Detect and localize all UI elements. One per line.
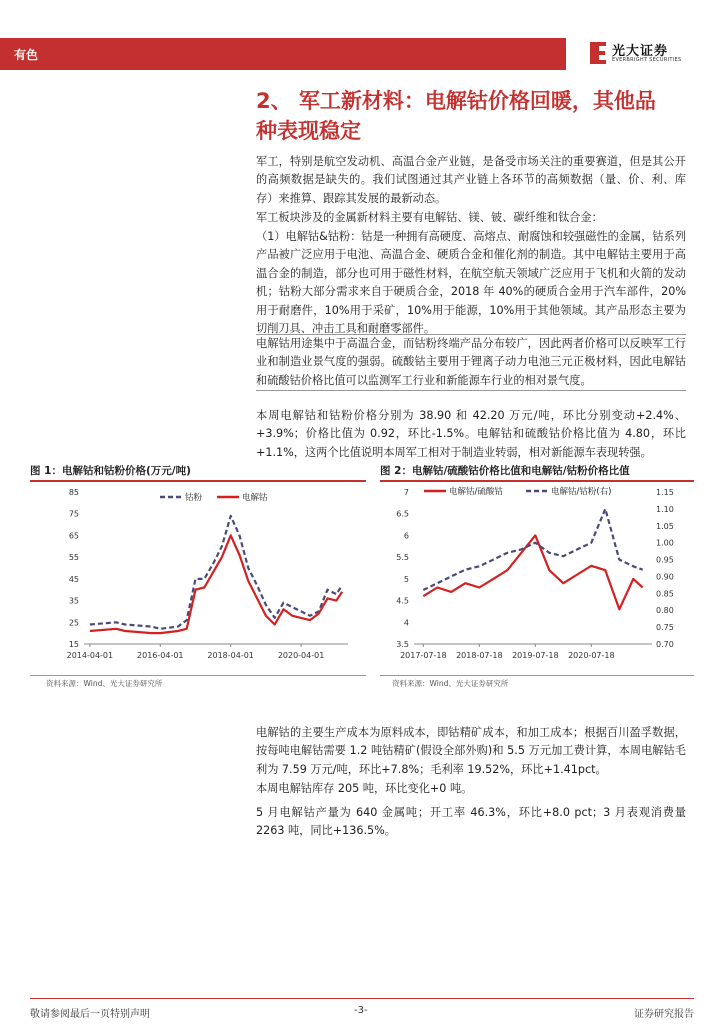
price-ratio-chart: [380, 484, 694, 674]
x-tick-label: 2018-07-18: [456, 651, 503, 660]
paragraph-inventory: 本周电解钴库存 205 吨，环比变化+0 吨。: [256, 782, 473, 795]
series-line: [423, 535, 642, 609]
y-tick-label: 0.70: [656, 640, 674, 649]
page-number: -3-: [354, 1005, 368, 1016]
logo-mark-icon: [588, 40, 608, 66]
y-tick-label: 1.05: [656, 521, 674, 531]
y-tick-label: 55: [68, 553, 79, 563]
y-tick-label: 65: [68, 531, 79, 541]
top-bar: [0, 38, 724, 70]
y-tick-label: 4: [403, 618, 409, 628]
figure1-source-rule: [30, 675, 366, 676]
series-line: [90, 516, 342, 629]
x-tick-label: 2014-04-01: [66, 651, 114, 660]
y-tick-label: 1.15: [656, 488, 674, 497]
y-tick-label: 0.75: [656, 623, 674, 633]
y-tick-label: 3.5: [396, 640, 409, 649]
x-tick-label: 2016-04-01: [137, 651, 184, 660]
x-tick-label: 2018-04-01: [207, 651, 254, 660]
y-tick-label: 85: [68, 488, 79, 497]
sector-label: 有色: [14, 48, 39, 62]
paragraph-price-ratio: 电解钴用途集中于高温合金，而钴粉终端产品分布较广，因此两者价格可以反映军工行业和制造业景气度的强弱。硫酸钴主要用于锂离子动力电池三元正极材料，因此电解钴和硫酸钴价格比值可以监测军工行业和新能源车行业的相对景气度。: [256, 334, 686, 391]
series-line: [423, 509, 642, 590]
footer-rule: [30, 998, 694, 999]
figure2-source: 资料来源：Wind、光大证券研究所: [392, 679, 509, 688]
y-tick-label: 45: [68, 574, 79, 584]
series-line: [90, 535, 342, 633]
paragraph-materials: 军工板块涉及的金属新材料主要有电解钴、镁、铍、碳纤维和钛合金：: [256, 211, 603, 224]
paragraph-intro: 军工，特别是航空发动机、高温合金产业链，是备受市场关注的重要赛道，但是其公开的高频数据是缺失的。我们试图通过其产业链上各环节的高频数据（量、价、利、库存）来推算、跟踪其发展的最新动态。: [256, 155, 686, 205]
legend-label: 电解钴/硫酸钴: [449, 487, 503, 497]
logo-english: EVERBRIGHT SECURITIES: [612, 57, 682, 63]
y-tick-label: 6: [403, 531, 409, 541]
figure2-source-rule: [380, 675, 694, 676]
x-tick-label: 2020-07-18: [568, 651, 615, 660]
sector-band: [0, 38, 566, 70]
figure1-title: 图 1：电解钴和钴粉价格(万元/吨): [30, 465, 191, 477]
y-tick-label: 5: [403, 574, 409, 584]
paragraph-weekly-prices: 本周电解钴和钴粉价格分别为 38.90 和 42.20 万元/吨，环比分别变动+2.4%、+3.9%；价格比值为 0.92，环比-1.5%。电解钴和硫酸钴价格比值为 4.80，环比+1.1%，这两个比值说明本周军工相对于制造业转弱，相对新能源车表现转强。: [256, 409, 686, 459]
y-tick-label: 1.10: [656, 504, 674, 514]
figure2-title: 图 2：电解钴/硫酸钴价格比值和电解钴/钴粉价格比值: [380, 465, 630, 477]
x-tick-label: 2017-07-18: [400, 651, 447, 660]
y-tick-label: 0.90: [656, 572, 674, 582]
y-tick-label: 25: [68, 618, 79, 628]
y-tick-label: 15: [68, 640, 79, 649]
y-tick-label: 35: [68, 596, 79, 606]
everbright-logo: [588, 38, 718, 70]
y-tick-label: 4.5: [396, 596, 409, 606]
cobalt-price-chart: [30, 484, 366, 674]
y-tick-label: 1.00: [656, 538, 674, 548]
figure1-source: 资料来源：Wind、光大证券研究所: [46, 679, 163, 688]
section-title-line2: 种表现稳定: [256, 119, 361, 143]
y-tick-label: 6.5: [396, 509, 409, 519]
figure1-rule: [30, 480, 366, 482]
footer-report-type: 证券研究报告: [634, 1009, 694, 1020]
logo-name: 光大证券: [612, 44, 669, 59]
y-tick-label: 75: [68, 509, 79, 519]
section-title: [256, 86, 696, 146]
paragraph-cost: 电解钴的主要生产成本为原料成本，即钴精矿成本，和加工成本；根据百川盈孚数据，按每吨电解钴需要 1.2 吨钴精矿(假设全部外购)和 5.5 万元加工费计算，本周电解钴毛利为 7.59 万元/吨，环比+7.8%；毛利率 19.52%，环比+1.41pct。: [256, 726, 686, 776]
x-tick-label: 2019-07-18: [512, 651, 559, 660]
figure2-rule: [380, 480, 694, 482]
legend-label: 钴粉: [185, 493, 203, 503]
legend-label: 电解钴/钴粉(右): [551, 487, 612, 497]
x-tick-label: 2020-04-01: [277, 651, 325, 660]
y-tick-label: 0.85: [656, 589, 674, 599]
y-tick-label: 5.5: [396, 553, 409, 563]
section-title-line1: 2、 军工新材料：电解钴价格回暖，其他品: [256, 89, 656, 113]
y-tick-label: 0.95: [656, 555, 674, 565]
y-tick-label: 0.80: [656, 606, 674, 616]
legend-label: 电解钴: [242, 493, 268, 503]
paragraph-cobalt: （1）电解钴&钴粉：钴是一种拥有高硬度、高熔点、耐腐蚀和较强磁性的金属，钴系列产品被广泛应用于电池、高温合金、硬质合金和催化剂的制造。其中电解钴主要用于高温合金的制造，部分也可用于磁性材料，在航空航天领域广泛应用于飞机和火箭的发动机；钴粉大部分需求来自于硬质合金，2018 年 40%的硬质合金用于汽车部件，20%用于耐磨件，10%用于采矿，10%用于能源，10%用于其他领域。其产品形态主要为切削刀具、冲击工具和耐磨零部件。: [256, 230, 686, 336]
y-tick-label: 7: [403, 488, 409, 497]
paragraph-production: 5 月电解钴产量为 640 金属吨；开工率 46.3%，环比+8.0 pct；3 月表观消费量 2263 吨，同比+136.5%。: [256, 806, 686, 838]
footer-disclaimer: 敬请参阅最后一页特别声明: [30, 1009, 150, 1020]
